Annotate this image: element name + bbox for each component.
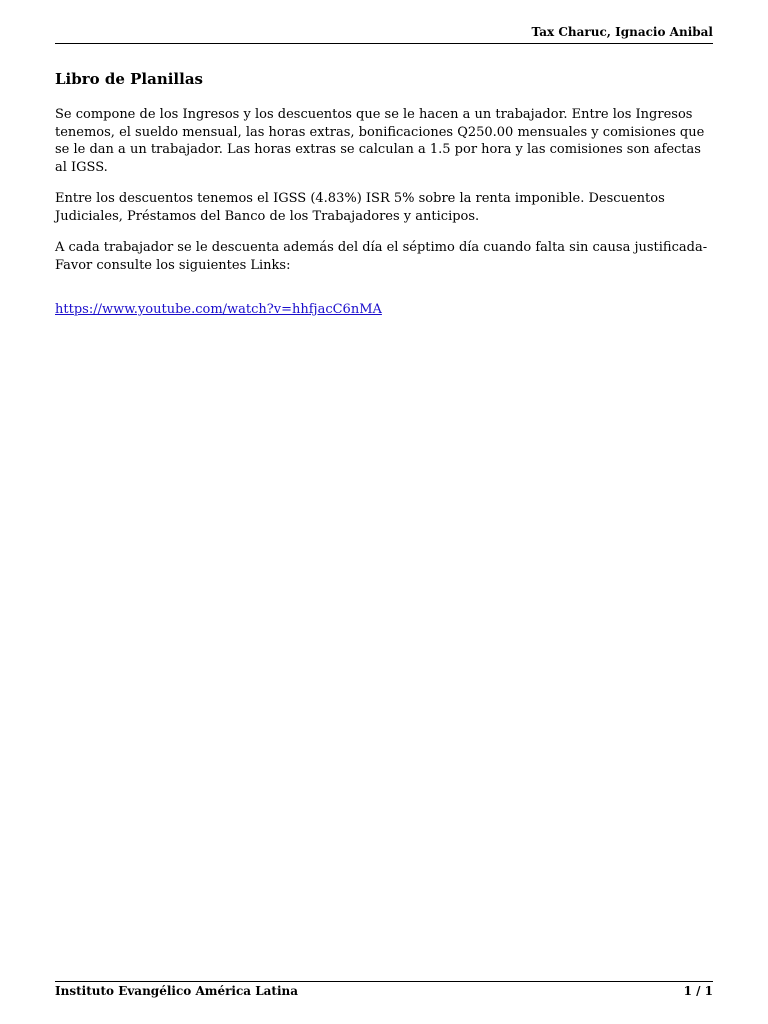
paragraph-septimo-dia: A cada trabajador se le descuenta además del día el séptimo día cuando falta sin causa justificada- Favor consulte los siguientes Links: [55, 240, 708, 273]
document-title: Libro de Planillas [55, 70, 203, 88]
page-header [55, 24, 713, 44]
page-number: 1 / 1 [683, 984, 713, 998]
header-author: Tax Charuc, Ignacio Anibal [531, 25, 713, 39]
link-block [55, 301, 715, 319]
paragraph-descuentos: Entre los descuentos tenemos el IGSS (4.83%) ISR 5% sobre la renta imponible. Descuentos Judiciales, Préstamos del Banco de los Trabajadores y anticipos. [55, 191, 665, 224]
document-body [55, 68, 715, 319]
page-footer [55, 981, 713, 1002]
youtube-link[interactable]: https://www.youtube.com/watch?v=hhfjacC6nMA [55, 302, 382, 317]
paragraph-ingresos: Se compone de los Ingresos y los descuentos que se le hacen a un trabajador. Entre los Ingresos tenemos, el sueldo mensual, las horas extras, bonificaciones Q250.00 mensuales y comisiones que se le dan a un trabajador. Las horas extras se calculan a 1.5 por hora y las comisiones son afectas al IGSS. [55, 107, 705, 175]
footer-institution: Instituto Evangélico América Latina [55, 984, 299, 998]
